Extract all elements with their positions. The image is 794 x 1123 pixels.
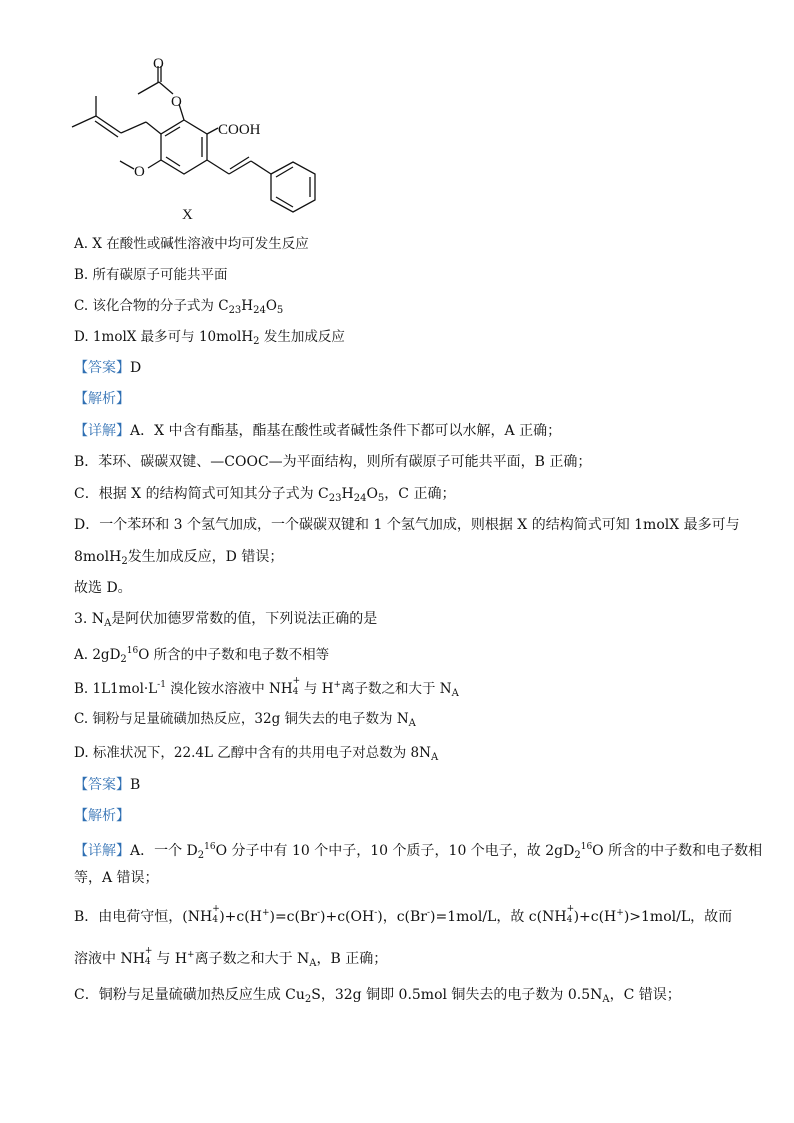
cooh-label: COOH <box>218 122 261 138</box>
q3-option-b: B. $1L1mol\cdot L^{-1}$ 溴化铵水溶液中 NH + 4 与 H+离子数之和大于 $N_A$ <box>74 676 459 699</box>
q2-detail-d-line1: D．一个苯环和 3 个氢气加成，一个碳碳双键和 1 个氢气加成，则根据 X 的结构简式可知 1molX 最多可与 <box>74 517 740 533</box>
q3-detail-a-line2: 等，A 错误； <box>74 870 159 886</box>
q2-option-a: A. X 在酸性或碱性溶液中均可发生反应 <box>74 236 309 252</box>
q2-conclusion: 故选 D。 <box>74 580 132 596</box>
q3-analysis-tag: 【解析】 <box>74 808 130 824</box>
q3-option-d: D. 标准状况下，22.4L 乙醇中含有的共用电子对总数为 $8N_A$ <box>74 745 439 763</box>
q2-answer: 【答案】D <box>74 360 142 376</box>
q3-detail-b-line2: 溶液中 NH + 4 与 H+离子数之和大于 $N_A$，B 正确； <box>74 946 388 969</box>
q3-detail-c: C．铜粉与足量硫磺加热反应生成 $Cu_2S$，32g 铜即 0.5mol 铜失去的电子数为 $0.5N_A$，C 错误； <box>74 987 681 1005</box>
q2-detail-c: C．根据 X 的结构简式可知其分子式为 $C_{23}H_{24}O_5$，C 正确； <box>74 486 456 504</box>
q3-option-a: A. $2gD_2^{16}O$ 所含的中子数和电子数不相等 <box>74 646 330 665</box>
q2-option-c: C. 该化合物的分子式为 $C_{23}H_{24}O_5$ <box>74 298 284 316</box>
molecule-x-structure <box>66 56 326 231</box>
q3-option-c: C. 铜粉与足量硫磺加热反应，32g 铜失去的电子数为 $N_A$ <box>74 711 416 729</box>
q2-option-d: D. 1molX 最多可与 10molH$_2$ 发生加成反应 <box>74 329 345 347</box>
q2-detail-b: B．苯环、碳碳双键、—COOC—为平面结构，则所有碳原子可能共平面，B 正确； <box>74 454 592 470</box>
oxygen-methoxy: O <box>134 164 145 180</box>
q2-analysis-tag: 【解析】 <box>74 391 130 407</box>
molecule-label: X <box>182 207 193 223</box>
q2-detail-d-line2: 8molH$_2$发生加成反应，D 错误； <box>74 549 284 567</box>
oxygen-ester: O <box>171 94 182 110</box>
q3-answer: 【答案】B <box>74 777 141 793</box>
q2-detail-a: 【详解】A．X 中含有酯基，酯基在酸性或者碱性条件下都可以水解，A 正确； <box>74 423 562 439</box>
q3-detail-a-line1: 【详解】A．一个 $D_2^{16}O$ 分子中有 10 个中子，10 个质子，10 个电子，故 $2gD_2^{16}O$ 所含的中子数和电子数相 <box>74 842 763 861</box>
q2-option-b: B. 所有碳原子可能共平面 <box>74 267 228 283</box>
q3-stem: 3. $N_A$是阿伏加德罗常数的值，下列说法正确的是 <box>74 611 378 629</box>
q3-detail-b-line1: B．由电荷守恒，(NH + 4 )+c(H+)=c(Br-)+c(OH-)，c(Br-)=1mol/L，故 c(NH + 4 )+c(H+)>1mol/L，故而 <box>74 904 733 925</box>
oxygen-carbonyl: O <box>153 56 164 72</box>
